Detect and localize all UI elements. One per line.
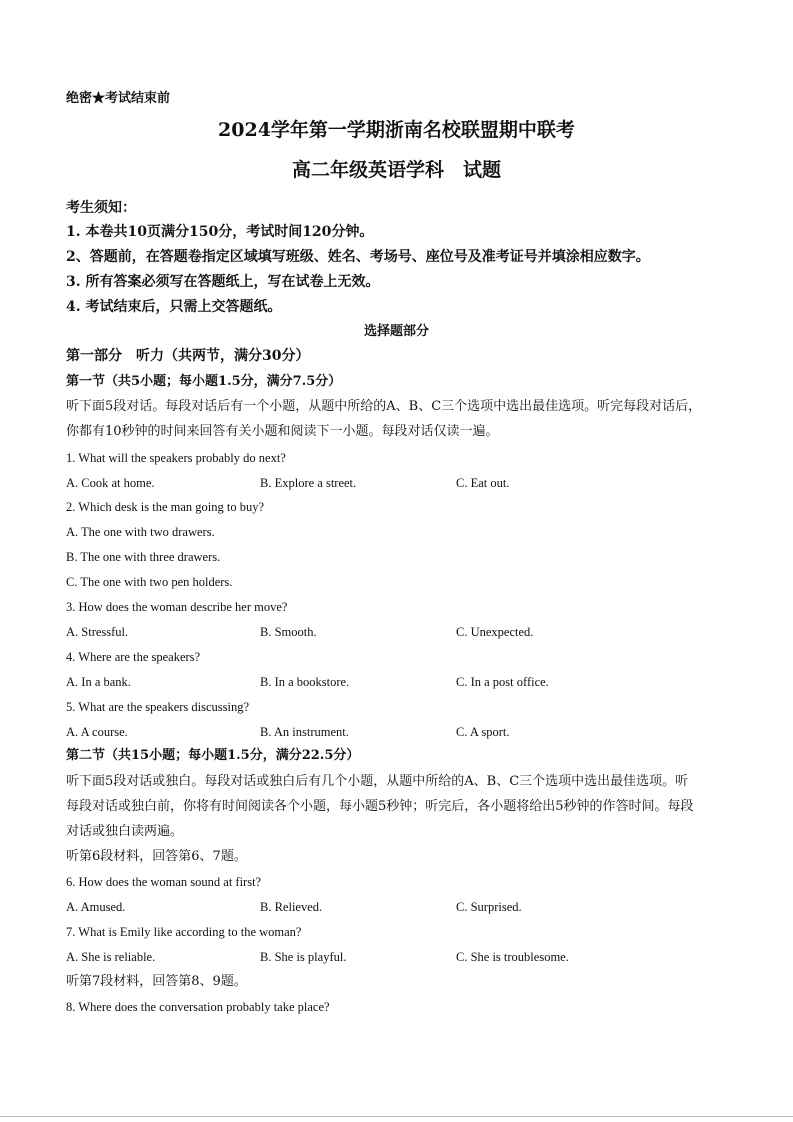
option-b: B. An instrument. [260,725,349,739]
section1-instructions: 你都有10秒钟的时间来回答有关小题和阅读下一小题。每段对话仅读一遍。 [66,424,499,439]
confidential-label: 绝密★考试结束前 [66,91,171,106]
page-bottom-rule [0,1116,793,1117]
material-7-heading: 听第7段材料，回答第8、9题。 [66,974,247,989]
option-b: B. Explore a street. [260,476,357,490]
option-b: B. The one with three drawers. [66,550,221,564]
option-c: C. The one with two pen holders. [66,575,233,589]
question-3: 3. How does the woman describe her move? [66,600,288,614]
question-4: 4. Where are the speakers? [66,650,201,664]
option-a: A. A course. [66,725,128,739]
option-a: A. She is reliable. [66,950,156,964]
question-2: 2. Which desk is the man going to buy? [66,500,265,514]
section2-instructions: 对话或独白读两遍。 [66,824,184,839]
question-6: 6. How does the woman sound at first? [66,875,262,889]
part1-title: 第一部分 听力（共两节，满分30分） [66,348,310,364]
question-8: 8. Where does the conversation probably take place? [66,1000,330,1014]
section2-instructions: 每段对话或独白前，你将有时间阅读各个小题，每小题5秒钟；听完后，各小题将给出5秒钟的作答时间。每段 [66,799,694,814]
option-b: B. She is playful. [260,950,347,964]
exam-subtitle: 高二年级英语学科 试题 [291,159,501,181]
option-b: B. In a bookstore. [260,675,350,689]
notice-heading: 考生须知： [66,200,136,216]
option-a: A. In a bank. [66,675,131,689]
section1-title: 第一节（共5小题；每小题1.5分，满分7.5分） [66,374,342,389]
material-6-heading: 听第6段材料，回答第6、7题。 [66,849,247,864]
option-a: A. Stressful. [66,625,129,639]
option-c: C. A sport. [456,725,510,739]
section2-instructions: 听下面5段对话或独白。每段对话或独白后有几个小题，从题中所给的A、B、C三个选项中选出最佳选项。听 [66,774,689,789]
exam-title: 2024学年第一学期浙南名校联盟期中联考 [218,119,575,141]
option-b: B. Relieved. [260,900,323,914]
notice-item: 4. 考试结束后，只需上交答题纸。 [66,299,282,315]
option-a: A. The one with two drawers. [66,525,215,539]
question-5: 5. What are the speakers discussing? [66,700,250,714]
option-c: C. Unexpected. [456,625,534,639]
section2-title: 第二节（共15小题；每小题1.5分，满分22.5分） [66,748,360,763]
option-c: C. She is troublesome. [456,950,569,964]
question-7: 7. What is Emily like according to the woman? [66,925,302,939]
option-a: A. Cook at home. [66,476,155,490]
notice-item: 2、答题前，在答题卷指定区域填写班级、姓名、考场号、座位号及准考证号并填涂相应数字。 [66,249,650,265]
section1-instructions: 听下面5段对话。每段对话后有一个小题，从题中所给的A、B、C三个选项中选出最佳选项。听完每段对话后， [66,399,702,414]
question-1: 1. What will the speakers probably do next? [66,451,286,465]
option-c: C. Eat out. [456,476,510,490]
option-c: C. Surprised. [456,900,522,914]
option-c: C. In a post office. [456,675,549,689]
option-a: A. Amused. [66,900,126,914]
option-b: B. Smooth. [260,625,317,639]
notice-item: 1. 本卷共10页满分150分，考试时间120分钟。 [66,224,374,240]
selection-heading: 选择题部分 [363,324,429,339]
notice-item: 3. 所有答案必须写在答题纸上，写在试卷上无效。 [66,274,380,290]
